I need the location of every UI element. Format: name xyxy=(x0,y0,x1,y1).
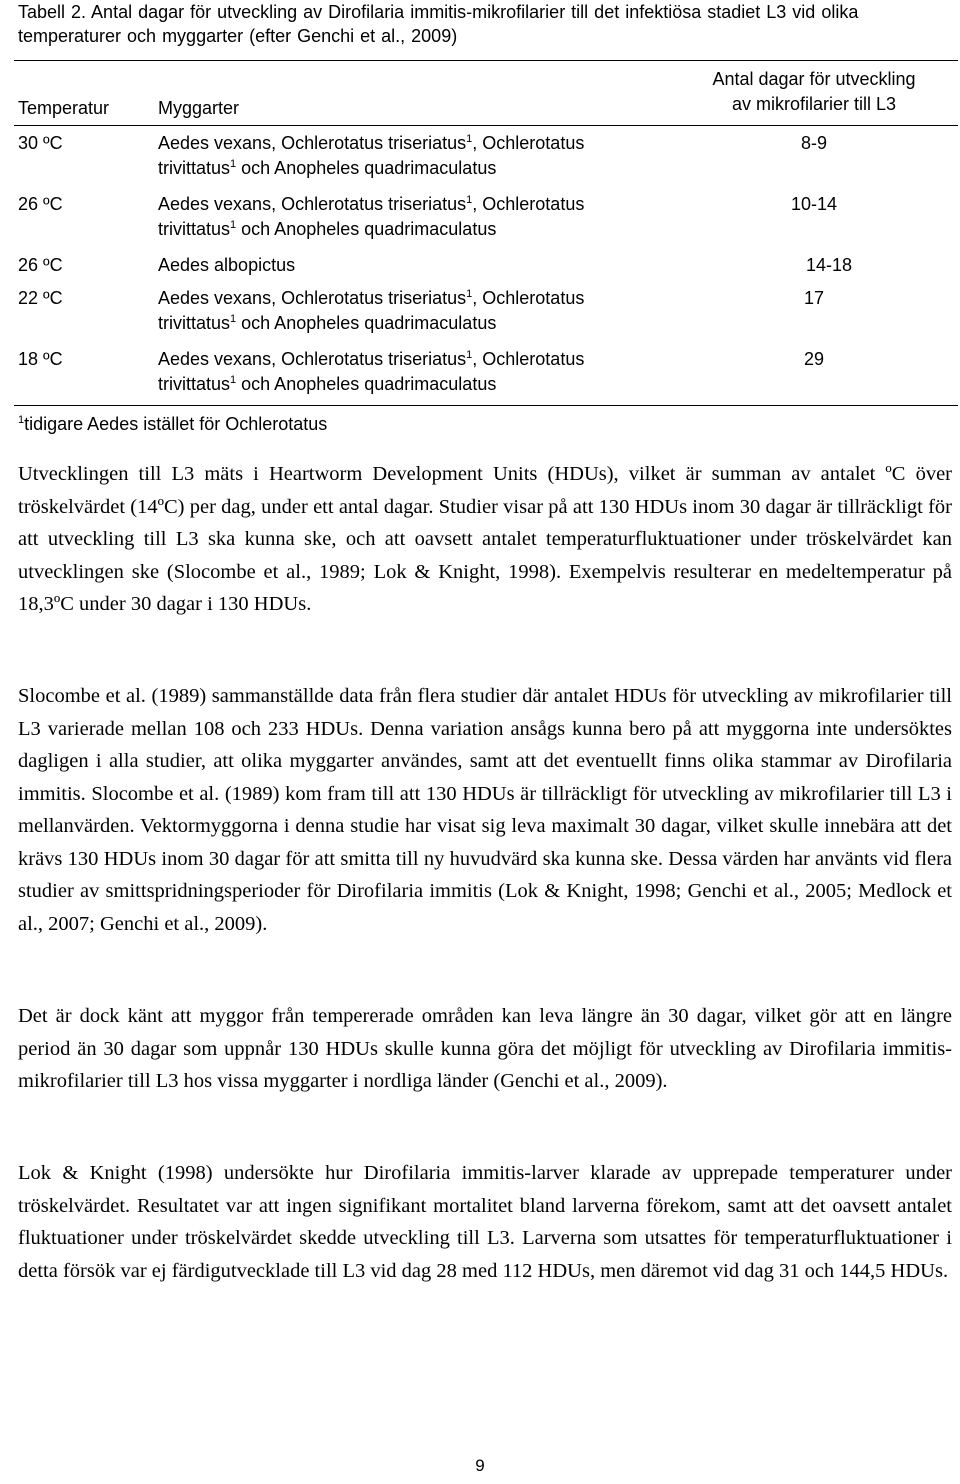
page-number: 9 xyxy=(475,1456,485,1475)
row-days: 17 xyxy=(803,288,825,308)
row-temperature: 30 ºC xyxy=(18,133,63,153)
table-bottom-rule xyxy=(14,405,958,406)
table-footnote: $^1$tidigare Aedes istället för Ochlerotatus xyxy=(18,414,328,434)
row-temperature: 18 ºC xyxy=(18,349,63,369)
body-paragraph: Det är dock känt att myggor från tempererade områden kan leva längre än 30 dagar, vilket gör att en längre period än 30 dagar som uppnår 130 HDUs skulle kunna göra det möjligt för utveckling av Dirofilaria immitis-mikrofilarier till L3 hos vissa myggarter i nordliga länder (Genchi et al., 2009). xyxy=(18,1005,952,1092)
row-days: 10-14 xyxy=(790,194,838,214)
row-species: Aedes vexans, Ochlerotatus triseriatus$^1$, Ochlerotatus trivittatus$^1$ och Anopheles quadrimaculatus xyxy=(158,288,585,333)
row-days: 29 xyxy=(803,349,825,369)
header-days-line2: av mikrofilarier till L3 xyxy=(731,94,897,114)
row-days: 8-9 xyxy=(800,133,827,153)
table-caption: Tabell 2. Antal dagar för utveckling av Dirofilaria immitis-mikrofilarier till det infektiösa stadiet L3 vid olika temperaturer och myggarter (efter Genchi et al., 2009) xyxy=(18,2,859,46)
table-top-rule xyxy=(14,60,958,61)
header-temperature: Temperatur xyxy=(18,98,110,118)
row-species: Aedes vexans, Ochlerotatus triseriatus$^1$, Ochlerotatus trivittatus$^1$ och Anopheles quadrimaculatus xyxy=(158,349,585,394)
header-days-line1: Antal dagar för utveckling xyxy=(712,69,916,89)
row-species: Aedes albopictus xyxy=(158,255,296,275)
row-days: 14-18 xyxy=(805,255,853,275)
row-species: Aedes vexans, Ochlerotatus triseriatus$^1$, Ochlerotatus trivittatus$^1$ och Anopheles quadrimaculatus xyxy=(158,133,585,178)
row-temperature: 26 ºC xyxy=(18,194,63,214)
row-species: Aedes vexans, Ochlerotatus triseriatus$^1$, Ochlerotatus trivittatus$^1$ och Anopheles quadrimaculatus xyxy=(158,194,585,239)
row-temperature: 26 ºC xyxy=(18,255,63,275)
body-paragraph: Utvecklingen till L3 mäts i Heartworm Development Units (HDUs), vilket är summan av antalet ºC över tröskelvärdet (14ºC) per dag, under ett antal dagar. Studier visar på att 130 HDUs inom 30 dagar är tillräckligt för att utveckling till L3 ska kunna ske, och att oavsett antalet temperaturfluktuationer under tröskelvärdet kan utvecklingen ske (Slocombe et al., 1989; Lok & Knight, 1998). Exempelvis resulterar en medeltemperatur på 18,3ºC under 30 dagar i 130 HDUs. xyxy=(18,463,952,615)
body-paragraph: Lok & Knight (1998) undersökte hur Dirofilaria immitis-larver klarade av upprepade temperaturer under tröskelvärdet. Resultatet var att ingen signifikant mortalitet bland larverna förekom, samt att det oavsett antalet fluktuationer under tröskelvärdet skedde utveckling till L3. Larverna som utsattes för temperaturfluktuationer i detta försök var ej färdigutvecklade till L3 vid dag 28 med 112 HDUs, men däremot vid dag 31 och 144,5 HDUs. xyxy=(18,1162,952,1282)
header-days xyxy=(654,67,960,117)
table-header-rule xyxy=(14,125,958,126)
body-paragraph: Slocombe et al. (1989) sammanställde data från flera studier där antalet HDUs för utveckling av mikrofilarier till L3 varierade mellan 108 och 233 HDUs. Denna variation ansågs kunna bero på att myggorna inte undersöktes dagligen i alla studier, att olika myggarter användes, samt att det eventuellt finns olika stammar av Dirofilaria immitis. Slocombe et al. (1989) kom fram till att 130 HDUs är tillräckligt för utveckling av mikrofilarier till L3 i mellanvärden. Vektormyggorna i denna studie har visat sig leva maximalt 30 dagar, vilket skulle innebära att det krävs 130 HDUs inom 30 dagar för att smitta till ny huvudvärd ska kunna ske. Dessa värden har använts vid flera studier av smittspridningsperioder för Dirofilaria immitis (Lok & Knight, 1998; Genchi et al., 2005; Medlock et al., 2007; Genchi et al., 2009). xyxy=(18,685,952,935)
header-species: Myggarter xyxy=(158,98,240,118)
row-temperature: 22 ºC xyxy=(18,288,63,308)
